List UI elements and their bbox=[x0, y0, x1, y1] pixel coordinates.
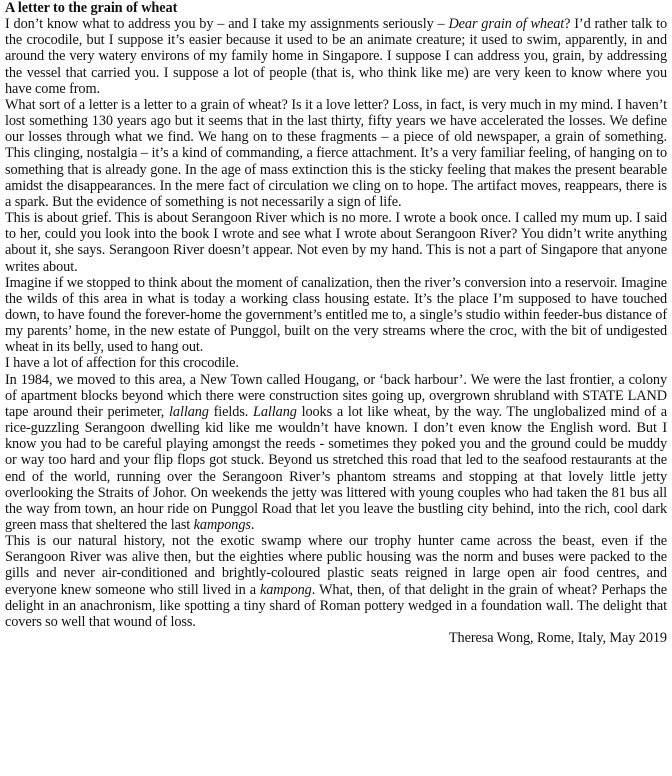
paragraph-6-text: . bbox=[250, 517, 255, 533]
paragraph-5-text: I have a lot of affection for this crocodile. bbox=[5, 355, 239, 372]
paragraph-3-text: This is about grief. This is about Serangoon River which is no more. I wrote a book once. I called my mum up. I said to her, could you look into the book I wrote and see what I wrote about Serangoon River? You didn’t write anything about it, she says. Serangoon River doesn’t appear. Not even by my hand. This is not a part of Singapore that anyone writes about. bbox=[5, 210, 667, 275]
paragraph-6-text: fields. bbox=[208, 403, 254, 420]
paragraph-3 bbox=[5, 210, 667, 275]
paragraph-1-text: I don’t know what to address you by – and I take my assignments seriously – bbox=[5, 16, 449, 33]
paragraph-1 bbox=[5, 16, 667, 97]
paragraph-6-emphasis: kampongs bbox=[193, 517, 251, 533]
paragraph-7 bbox=[5, 533, 667, 630]
paragraph-7-text: This is our natural history, not the exotic swamp where our trophy hunter came across the beast, even if the Serangoon River was alive then, but the eighties where public housing was the norm and buses were packed to the gills and never air-conditioned and brightly-coloured plastic seats reigned in large open air food centres, and everyone knew someone who still lived in a bbox=[5, 533, 667, 598]
paragraph-7-text: . What, then, of that delight in the grain of wheat? Perhaps the delight in an anachronism, like spotting a tiny shard of Roman pottery wedged in a foundation wall. The delight that covers so well that wound of loss. bbox=[5, 581, 668, 630]
paragraph-1-emphasis: Dear grain of wheat bbox=[448, 16, 565, 33]
paragraph-5 bbox=[5, 355, 667, 371]
paragraph-2 bbox=[5, 97, 667, 210]
paragraph-6-emphasis: Lallang bbox=[253, 403, 297, 420]
letter-title: A letter to the grain of wheat bbox=[5, 0, 178, 16]
paragraph-2-text: What sort of a letter is a letter to a grain of wheat? Is it a love letter? Loss, in fact, is very much in my mind. I haven’t lost something 130 years ago but it seems that in the last thirty, fifty years we have accelerated the losses. We define our losses through what we find. We hang on to these fragments – a piece of old newspaper, a grain of something. This clinging, nostalgia – it’s a kind of commanding, a fierce attachment. It’s a very familiar feeling, of hanging on to something that is already gone. In the age of mass extinction this is the sticky feeling that makes the present bearable amidst the disappearances. In the mere fact of circulation we cling on to hope. The artifact moves, reappears, there is a spark. But the evidence of something is not necessarily a sign of life. bbox=[5, 96, 667, 210]
paragraph-6-text: looks a lot like wheat, by the way. The unglobalized mind of a rice-guzzling Serangoon dwelling kid like me wouldn’t have known. I don’t even know the English word. But I know you had to be careful playing amongst the reeds - sometimes they poked you and the ground could be muddy or way too hard and your flip flops got stuck. Beyond us stretched this road that led to the seafood restaurants at the end of the world, running over the Serangoon River’s phantom streams and stopping at that lovely little jetty overlooking the Straits of Johor. On weekends the jetty was littered with young couples who had taken the 81 bus all the way from town, an hour ride on Punggol Road that let you leave the bustling city behind, into the rich, cool dark green mass that sheltered the last bbox=[5, 403, 667, 533]
paragraph-7-emphasis: kampong bbox=[260, 581, 312, 598]
paragraph-4 bbox=[5, 275, 667, 356]
paragraph-1-text: ? I’d rather talk to the crocodile, but I suppose it’s easier because it used to be an animate creature; it used to swim, apparently, in and around the very watery environs of my family home in Singapore. I suppose I can address you, grain, by addressing the vessel that carried you. I suppose a lot of people (that is, who think like me) are very keen to know where you have come from. bbox=[5, 16, 667, 97]
paragraph-6-emphasis: lallang bbox=[169, 403, 209, 420]
paragraph-6-text: In 1984, we moved to this area, a New Town called Hougang, or ‘back harbour’. We were the last frontier, a colony of apartment blocks beyond which there were construction sites going up, overgrown shrubland with STATE LAND tape around their perimeter, bbox=[5, 371, 667, 420]
letter-signature: Theresa Wong, Rome, Italy, May 2019 bbox=[448, 630, 667, 647]
paragraph-6 bbox=[5, 372, 667, 534]
paragraph-4-text: Imagine if we stopped to think about the moment of canalization, then the river’s conversion into a reservoir. Imagine the wilds of this area in what is today a working class housing estate. It’s the place I’m supposed to have touched down, to have found the forever-home the government’s entitled me to, a single’s studio within feeder-bus distance of my parents’ home, in the new estate of Punggol, built on the very streams where the croc, with the bit of undigested wheat in its belly, used to hang out. bbox=[5, 274, 667, 356]
